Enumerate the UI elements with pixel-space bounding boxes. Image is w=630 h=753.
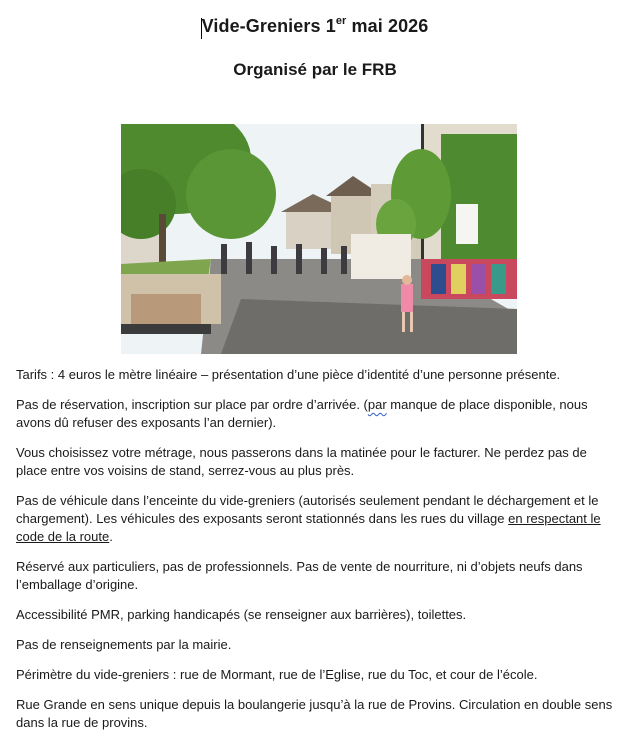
paragraph-circulation: Rue Grande en sens unique depuis la boulangerie jusqu’à la rue de Provins. Circulation en double sens dans la rue de provins. — [16, 697, 613, 730]
vehicule-text-a: Pas de véhicule dans l’enceinte du vide-greniers (autorisés seulement pendant le déchargement et le chargement). Les véhicules des exposants seront stationnés dans les rues du village — [16, 493, 599, 526]
paragraph-perimetre: Périmètre du vide-greniers : rue de Mormant, rue de l’Eglise, rue du Toc, et cour de l’école. — [16, 667, 538, 682]
paragraph-accessibilite: Accessibilité PMR, parking handicapés (se renseigner aux barrières), toilettes. — [16, 607, 467, 622]
page-subtitle: Organisé par le FRB — [233, 60, 397, 79]
title-superscript: er — [335, 15, 347, 27]
paragraph-tarifs: Tarifs : 4 euros le mètre linéaire – présentation d’une pièce d’identité d’une personne présente. — [16, 367, 561, 382]
paragraph-metrage: Vous choisissez votre métrage, nous passerons dans la matinée pour le facturer. Ne perdez pas de place entre vos voisins de stand, serrez-vous au plus près. — [16, 445, 587, 478]
underlined-text: en respectant le code de la route — [16, 511, 601, 544]
reservation-text-a: Pas de réservation, inscription sur place par ordre d’arrivée. ( — [16, 397, 368, 412]
text-cursor — [201, 18, 202, 39]
paragraph-mairie: Pas de renseignements par la mairie. — [16, 637, 232, 652]
paragraph-reservation — [16, 396, 620, 432]
vehicule-text-c: . — [109, 529, 113, 544]
paragraph-particuliers: Réservé aux particuliers, pas de professionnels. Pas de vente de nourriture, ni d’objets neufs dans l’emballage d’origine. — [16, 559, 583, 592]
paragraph-vehicule — [16, 492, 620, 546]
spellcheck-word: par — [367, 397, 387, 412]
reservation-text-c: manque de place disponible, nous avons dû refuser des exposants l’an dernier). — [16, 397, 588, 430]
title-main: Vide-Greniers 1 — [201, 16, 336, 36]
document-body — [16, 366, 620, 744]
photo-illustration — [121, 124, 517, 354]
title-rest: mai 2026 — [346, 16, 429, 36]
page-title — [0, 16, 630, 37]
street-market-photo — [121, 124, 517, 354]
